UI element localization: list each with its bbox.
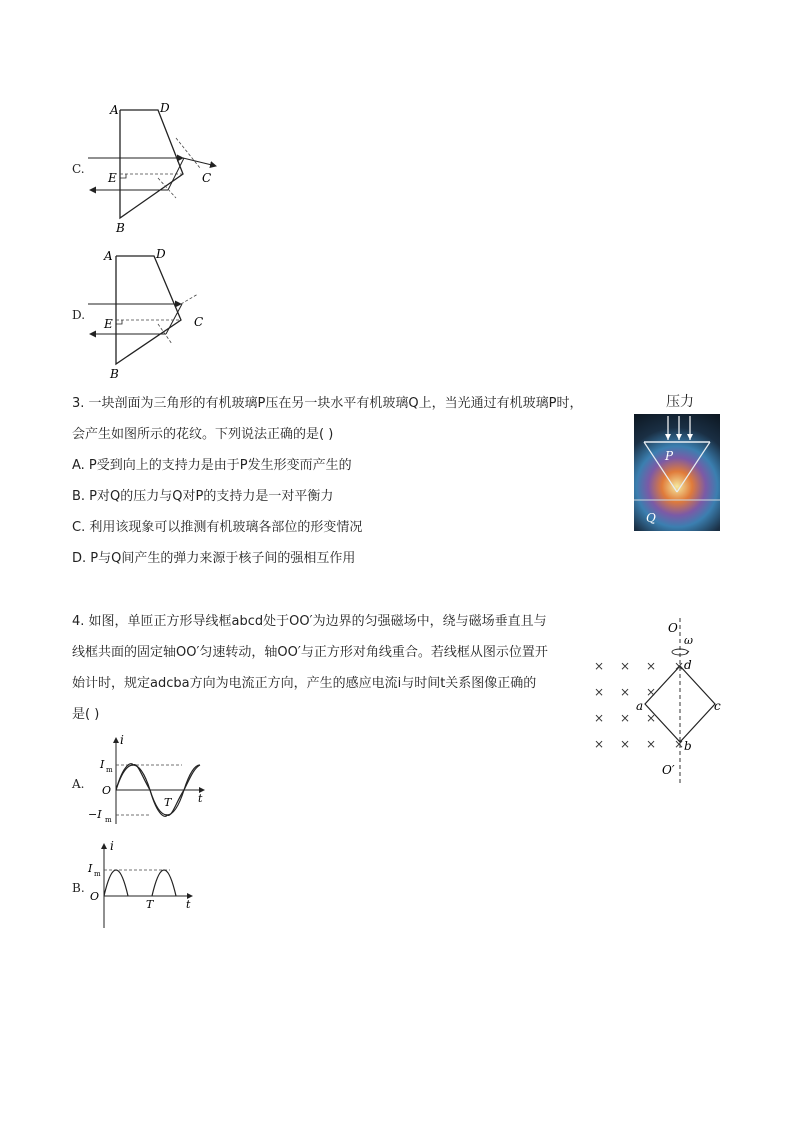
label-e: E (104, 317, 113, 331)
label-o-prime: O′ (662, 763, 675, 777)
svg-text:×: × (646, 711, 657, 725)
svg-text:−I: −I (88, 808, 102, 821)
graph-a-option: A. (72, 777, 85, 791)
q3-option-d: D. P与Q间产生的弹力来源于核子间的强相互作用 (72, 551, 356, 566)
label-b: B (110, 367, 119, 381)
svg-text:×: × (620, 711, 631, 725)
q3-option-b: B. P对Q的压力与Q对P的支持力是一对平衡力 (72, 489, 334, 504)
svg-text:×: × (620, 659, 631, 673)
svg-text:I: I (100, 758, 105, 771)
q3-stem-line2: 会产生如图所示的花纹。下列说法正确的是( ) (72, 427, 334, 442)
svg-text:T: T (164, 796, 172, 809)
svg-text:×: × (594, 659, 605, 673)
svg-text:O: O (102, 784, 112, 797)
prism-diagram-d (86, 244, 226, 384)
svg-text:×: × (674, 659, 685, 673)
label-c: C (202, 171, 212, 185)
svg-text:×: × (594, 711, 605, 725)
q4-stem-line2: 线框共面的固定轴OO′匀速转动，轴OO′与正方形对角线重合。若线框从图示位置开 (72, 645, 548, 660)
svg-text:m: m (94, 870, 101, 878)
svg-text:t: t (198, 792, 203, 805)
graph-b (86, 838, 206, 930)
option-c-label: C. (72, 162, 85, 176)
label-a: A (104, 249, 113, 263)
prism-diagram-c (88, 98, 228, 238)
label-b: B (116, 221, 125, 235)
photoelastic-photo (634, 414, 720, 531)
option-d-label: D. (72, 308, 86, 322)
q3-option-a: A. P受到向上的支持力是由于P发生形变而产生的 (72, 458, 352, 473)
q4-stem-line3: 始计时，规定adcba方向为电流正方向，产生的感应电流i与时间t关系图像正确的 (72, 676, 537, 691)
svg-text:m: m (106, 766, 113, 774)
svg-text:×: × (646, 737, 657, 751)
label-a: a (636, 699, 644, 713)
q3-stem-line1: 3. 一块剖面为三角形的有机玻璃P压在另一块水平有机玻璃Q上，当光通过有机玻璃P时， (72, 396, 583, 411)
label-c: C (194, 315, 204, 329)
svg-text:×: × (620, 685, 631, 699)
photo-label-p: P (665, 449, 674, 463)
q4-stem-line4: 是( ) (72, 707, 100, 722)
q4-stem-line1: 4. 如图，单匝正方形导线框abcd处于OO′为边界的匀强磁场中，绕与磁场垂直且与 (72, 614, 547, 629)
svg-text:×: × (646, 659, 657, 673)
svg-text:×: × (594, 737, 605, 751)
label-e: E (108, 171, 117, 185)
svg-text:×: × (594, 685, 605, 699)
q3-option-c: C. 利用该现象可以推测有机玻璃各部位的形变情况 (72, 520, 363, 535)
svg-text:m: m (105, 816, 112, 824)
graph-a (86, 732, 216, 828)
label-a: A (110, 103, 119, 117)
label-omega: ω (684, 634, 693, 647)
svg-text:I: I (88, 862, 93, 875)
label-b: b (684, 739, 692, 753)
photo-label-q: Q (646, 511, 656, 525)
label-d: D (160, 101, 170, 115)
svg-text:i: i (120, 733, 124, 747)
svg-text:O: O (90, 890, 100, 903)
pressure-caption: 压力 (666, 394, 694, 410)
svg-text:T: T (146, 898, 154, 911)
svg-text:×: × (646, 685, 657, 699)
svg-text:i: i (110, 839, 114, 853)
label-o: O (668, 621, 678, 635)
graph-b-option: B. (72, 881, 85, 895)
label-d: d (684, 658, 692, 672)
svg-text:t: t (186, 898, 191, 911)
label-c: c (714, 699, 721, 713)
svg-text:×: × (674, 737, 685, 751)
coil-in-field-diagram (590, 614, 730, 790)
svg-text:×: × (620, 737, 631, 751)
label-d: D (156, 247, 166, 261)
